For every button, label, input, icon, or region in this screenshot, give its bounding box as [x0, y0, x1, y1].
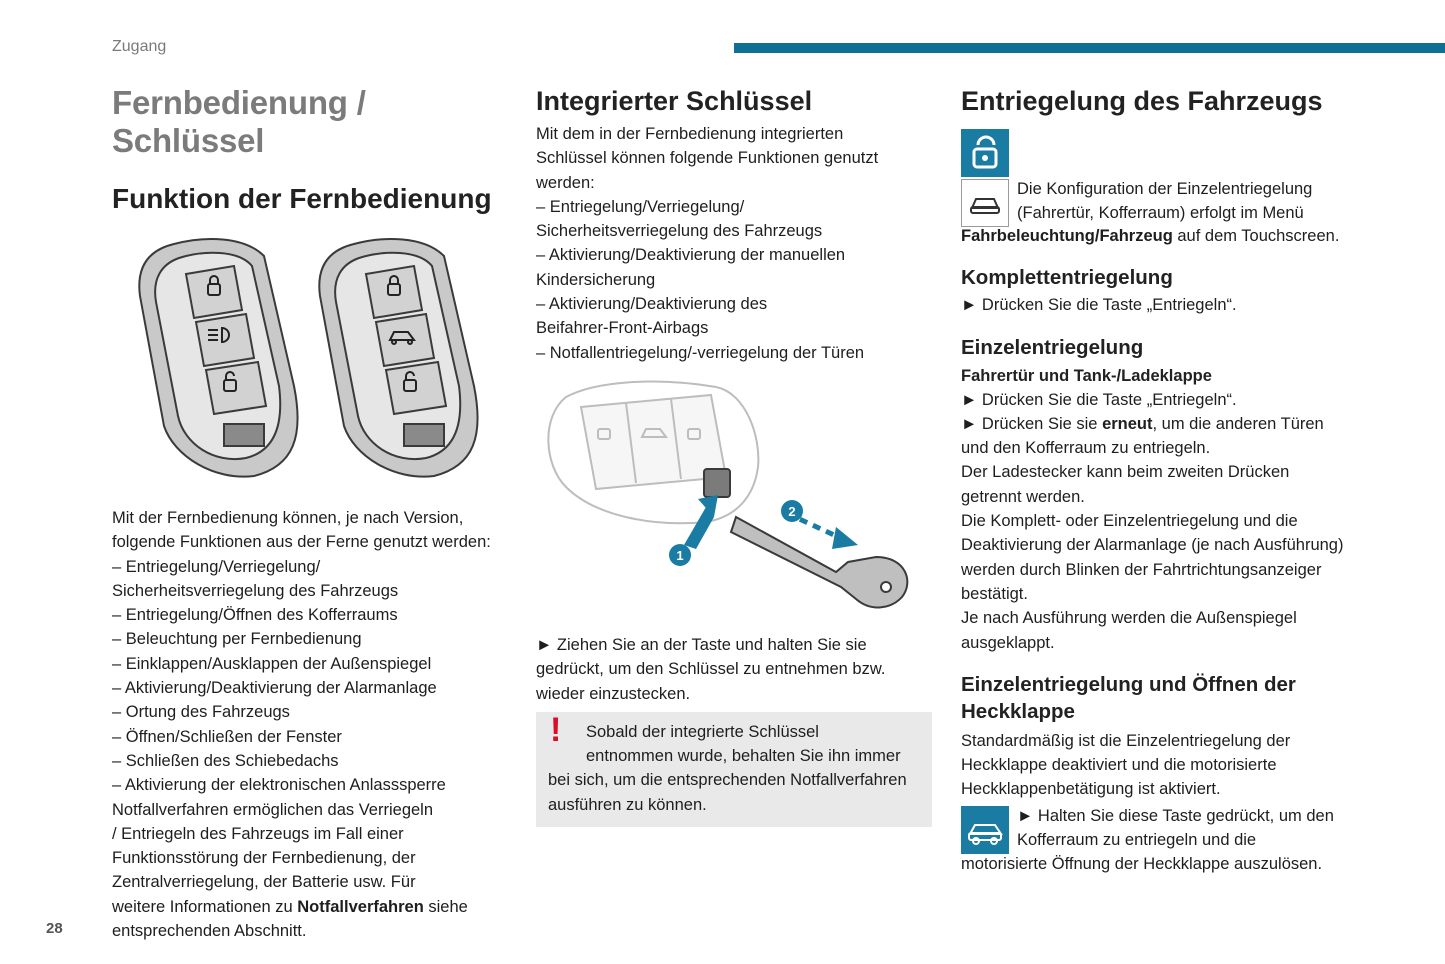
config-text: auf dem Touchscreen.	[1172, 227, 1340, 245]
selective-line: bestätigt.	[961, 584, 1028, 603]
step-text: , um die anderen Türen	[1152, 414, 1324, 433]
outro-text: siehe	[423, 897, 468, 916]
remote-key-left	[139, 239, 297, 477]
selective-line: Die Komplett- oder Einzelentriegelung und die	[961, 512, 1298, 531]
column-integrated-key	[536, 84, 932, 827]
tailgate-step: motorisierte Öffnung der Heckklappe auszulösen.	[961, 854, 1323, 873]
warning-line: bei sich, um die entsprechenden Notfallverfahren	[548, 771, 907, 790]
outro-line	[112, 895, 512, 919]
key-text-line: Mit dem in der Fernbedienung integrierten	[536, 125, 844, 143]
function-list-item: – Ortung des Fahrzeugs	[112, 703, 290, 722]
outro-line: Zentralverriegelung, der Batterie usw. Für	[112, 873, 416, 892]
heading-selective-unlocking: Einzelentriegelung	[961, 335, 1144, 359]
key-text-line: Beifahrer-Front-Airbags	[536, 319, 709, 338]
pull-arrow	[799, 517, 858, 549]
tailgate-line: Heckklappenbetätigung ist aktiviert.	[961, 780, 1221, 799]
emergency-procedures-term: Notfallverfahren	[297, 897, 424, 916]
complete-unlock-step: ► Drücken Sie die Taste „Entriegeln“.	[961, 296, 1237, 315]
key-text-line: – Aktivierung/Deaktivierung der manuellen	[536, 246, 846, 265]
heading-complete-unlocking: Komplettentriegelung	[961, 266, 1173, 290]
tailgate-step: Kofferraum zu entriegeln und die	[1017, 831, 1257, 850]
car-menu-icon	[961, 179, 1009, 227]
warning-line: entnommen wurde, behalten Sie ihn immer	[586, 747, 901, 766]
key-removal-drawing	[536, 377, 932, 627]
instruction-line: wieder einzustecken.	[536, 684, 691, 703]
function-list-item: – Entriegelung/Verriegelung/	[112, 557, 321, 576]
key-text-line: – Aktivierung/Deaktivierung des	[536, 295, 768, 314]
outro-line: / Entriegeln des Fahrzeugs im Fall einer	[112, 824, 404, 843]
warning-line: Sobald der integrierte Schlüssel	[586, 722, 819, 741]
tailgate-line: Heckklappe deaktiviert und die motorisierte	[961, 756, 1277, 775]
tailgate-step: ► Halten Sie diese Taste gedrückt, um den	[1017, 806, 1334, 825]
key-text-line: Schlüssel können folgende Funktionen genutzt	[536, 149, 879, 168]
key-text-line: Kindersicherung	[536, 270, 656, 289]
warning-box	[536, 712, 932, 827]
tailgate-line: Standardmäßig ist die Einzelentriegelung der	[961, 731, 1291, 750]
config-line: (Fahrertür, Kofferraum) erfolgt im Menü	[1017, 204, 1304, 223]
key-removal-illustration	[536, 377, 932, 627]
tailgate-instruction	[961, 804, 1381, 852]
instruction-line: gedrückt, um den Schlüssel zu entnehmen bzw.	[536, 660, 886, 679]
selective-line: getrennt werden.	[961, 487, 1085, 506]
step-text: ► Drücken Sie sie	[961, 414, 1103, 433]
section-accent-bar	[734, 43, 1445, 53]
key-text-line: – Entriegelung/Verriegelung/	[536, 197, 745, 216]
selective-line: ausgeklappt.	[961, 633, 1055, 652]
section-label: Zugang	[112, 38, 167, 55]
column-remote-control	[112, 84, 512, 943]
heading-tailgate-unlocking	[961, 671, 1381, 725]
key-release-slot	[704, 469, 730, 497]
step-emphasis: erneut	[1102, 414, 1153, 433]
outro-text: weitere Informationen zu	[112, 897, 298, 916]
section-heading-remote-function: Funktion der Fernbedienung	[112, 183, 492, 214]
function-list-item: – Einklappen/Ausklappen der Außenspiegel	[112, 654, 432, 673]
heading-line: Heckklappe	[961, 699, 1075, 723]
step-2-number: 2	[788, 503, 796, 519]
menu-term-lighting: Fahrbeleuchtung	[961, 227, 1095, 245]
tailgate-car-icon	[961, 806, 1009, 854]
function-list-item: – Beleuchtung per Fernbedienung	[112, 630, 362, 649]
function-list-item: – Schließen des Schiebedachs	[112, 751, 339, 770]
selective-line: Der Ladestecker kann beim zweiten Drücken	[961, 463, 1290, 482]
config-line	[961, 224, 1381, 248]
column-vehicle-unlocking	[961, 84, 1381, 876]
key-text-line: Sicherheitsverriegelung des Fahrzeugs	[536, 222, 823, 241]
selective-step	[961, 412, 1381, 436]
key-text-line: werden:	[536, 173, 595, 192]
function-list-item: – Entriegelung/Öffnen des Kofferraums	[112, 606, 398, 625]
page-number: 28	[46, 920, 63, 937]
key-text-line: – Notfallentriegelung/-verriegelung der Türen	[536, 343, 865, 362]
remote-keys-illustration	[134, 236, 494, 484]
selective-line: werden durch Blinken der Fahrtrichtungsanzeiger	[961, 560, 1322, 579]
function-list-item: – Öffnen/Schließen der Fenster	[112, 727, 342, 746]
unlock-icon	[961, 129, 1009, 177]
function-list-item: – Aktivierung/Deaktivierung der Alarmanlage	[112, 679, 437, 698]
selective-line: Je nach Ausführung werden die Außenspiegel	[961, 609, 1297, 628]
selective-step: ► Drücken Sie die Taste „Entriegeln“.	[961, 390, 1237, 409]
remote-keys-drawing	[134, 236, 494, 484]
selective-line: und den Kofferraum zu entriegeln.	[961, 439, 1211, 458]
outro-line: Notfallverfahren ermöglichen das Verriegeln	[112, 800, 434, 819]
step-1-number: 1	[676, 547, 684, 563]
config-block	[961, 129, 1381, 227]
section-heading-integrated-key: Integrierter Schlüssel	[536, 86, 813, 116]
function-list-item: Sicherheitsverriegelung des Fahrzeugs	[112, 581, 399, 600]
intro-line: folgende Funktionen aus der Ferne genutzt werden:	[112, 533, 491, 552]
function-list-item: – Aktivierung der elektronischen Anlasssperre	[112, 776, 446, 795]
section-heading-unlocking: Entriegelung des Fahrzeugs	[961, 86, 1323, 116]
subheading-driver-door: Fahrertür und Tank-/Ladeklappe	[961, 366, 1212, 385]
selective-line: Deaktivierung der Alarmanlage (je nach Ausführung)	[961, 536, 1344, 555]
remote-body-outline	[548, 382, 758, 524]
page-title: Fernbedienung / Schlüssel	[112, 84, 366, 159]
menu-term-vehicle: Fahrzeug	[1099, 227, 1173, 245]
warning-line: ausführen zu können.	[548, 795, 707, 814]
menu-separator: /	[1094, 227, 1100, 245]
warning-exclamation-icon: !	[550, 710, 562, 749]
outro-line: entsprechenden Abschnitt.	[112, 922, 307, 941]
remote-key-right	[319, 239, 477, 477]
outro-line: Funktionsstörung der Fernbedienung, der	[112, 849, 416, 868]
instruction-line: ► Ziehen Sie an der Taste und halten Sie sie	[536, 635, 867, 654]
heading-line: Einzelentriegelung und Öffnen der	[961, 672, 1296, 696]
config-line: Die Konfiguration der Einzelentriegelung	[1017, 180, 1313, 198]
intro-line: Mit der Fernbedienung können, je nach Version,	[112, 509, 464, 527]
